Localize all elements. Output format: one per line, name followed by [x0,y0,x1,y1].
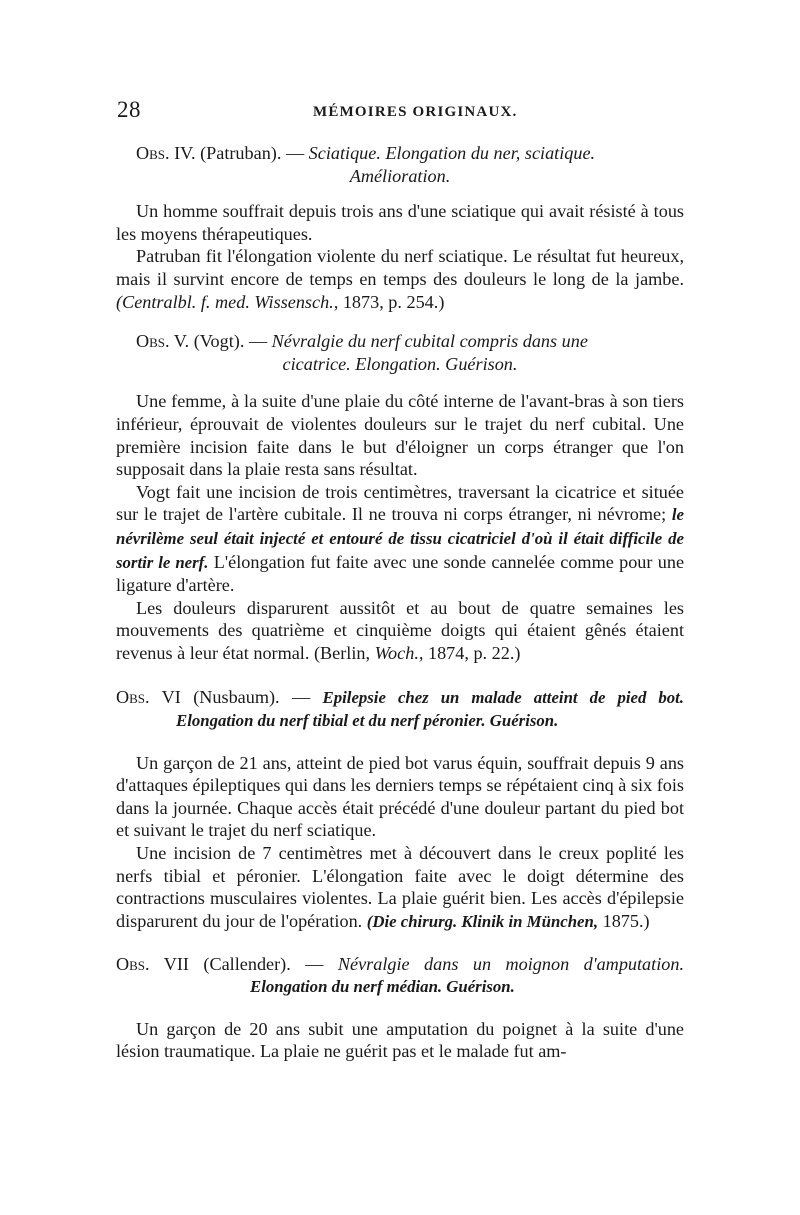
obs4-paragraph-1: Un homme souffrait depuis trois ans d'une sciatique qui avait résisté à tous les moyens thérapeutiques. [116,201,684,244]
obs4-label: Obs. IV. [136,143,196,163]
obs4-author: (Patruban). [200,143,282,163]
obs6-reference: (Die chirurg. Klinik in München, [366,911,599,931]
running-title: MÉMOIRES ORIGINAUX. [313,104,518,120]
obs6-label: Obs. [116,687,150,708]
body-text [116,142,684,1063]
obs7-dash: — [305,954,324,975]
obs7-paragraph-1: Un garçon de 20 ans subit une amputation du poignet à la suite d'une lésion traumatique. La plaie ne guérit pas et le malade fut am- [116,1018,684,1062]
obs4-title-line2: Amélioration. [349,165,451,186]
page-number: 28 [117,97,141,122]
obs5-paragraph-1: Une femme, à la suite d'une plaie du côté interne de l'avant-bras à son tiers inférieur, éprouvait de violentes douleurs sur le trajet du nerf cubital. Une première incision faite dans le but d'éloigner un corps étranger que l'on supposait dans la plaie resta sans résultat. [116,391,684,480]
obs6-paragraph-2: Une incision de 7 centimètres met à découvert dans le creux poplité les nerfs tibial et péronier. L'élongation faite avec le doigt détermine des contractions musculaires violentes. La plaie guérit bien. Les accès d'épilepsie disparurent du jour de l'opération. (Die chirurg. Klinik in München, 1875.) [116,843,684,931]
obs6-heading [116,686,684,732]
obs6-dash: — [291,687,311,708]
obs6-author: (Nusbaum). [193,687,280,708]
obs4-reference: (Centralbl. f. med. Wissensch., [116,291,339,312]
obs6-title-line2: Elongation du nerf tibial et du nerf péronier. Guérison. [176,711,559,731]
obs7-label-number: VII [163,954,189,975]
obs4-paragraph-2: Patruban fit l'élongation violente du nerf sciatique. Le résultat fut heureux, mais il survint encore de temps en temps des douleurs le long de la jambe. (Centralbl. f. med. Wissensch., 1873, p. 254.) [116,246,684,312]
obs7-title-line2: Elongation du nerf médian. Guérison. [250,977,515,996]
obs6-label-number: VI [161,687,181,708]
obs5-reference: Woch., [374,642,424,663]
obs5-title-line2: cicatrice. Elongation. Guérison. [282,353,518,374]
obs7-label: Obs. [116,954,150,975]
obs5-heading [116,330,684,375]
obs7-heading [116,953,684,998]
obs4-heading [116,142,684,187]
obs6-paragraph-1: Un garçon de 21 ans, atteint de pied bot varus équin, souffrait depuis 9 ans d'attaques épileptiques qui dans les derniers temps se répétaient cinq à six fois dans la journée. Chaque accès était précédé d'une douleur partant du pied bot et suivant le trajet du nerf sciatique. [116,752,684,841]
obs5-author: (Vogt). [193,331,245,352]
obs5-paragraph-2: Vogt fait une incision de trois centimètres, traversant la cicatrice et située sur le trajet de l'artère cubitale. Il ne trouva ni corps étranger, ni névrome; le névrilème seul était injecté et entouré de tissu cicatriciel d'où il était difficile de sortir le nerf. L'élongation fut faite avec une sonde cannelée comme pour une ligature d'artère. [116,481,685,596]
obs7-author: (Callender). [203,954,291,975]
obs6-title-line1: Epilepsie chez un malade atteint de pied bot. [322,688,685,708]
obs5-label: Obs. V. [136,331,190,352]
obs4-title-line1: Sciatique. Elongation du ner, sciatique. [308,143,596,163]
obs5-paragraph-3: Les douleurs disparurent aussitôt et au bout de quatre semaines les mouvements des quatrième et cinquième doigts qui étaient gênés étaient revenus à leur état normal. (Berlin, Woch., 1874, p. 22.) [116,597,684,663]
obs4-dash: — [285,143,305,163]
obs5-emphasis: le névrilème seul était injecté et entouré de tissu cicatriciel d'où il était difficile de sortir le nerf. [116,505,684,572]
obs7-title-line1: Névralgie dans un moignon d'amputation. [337,954,684,975]
obs5-title-line1: Névralgie du nerf cubital compris dans une [271,331,588,352]
obs5-dash: — [248,331,268,352]
